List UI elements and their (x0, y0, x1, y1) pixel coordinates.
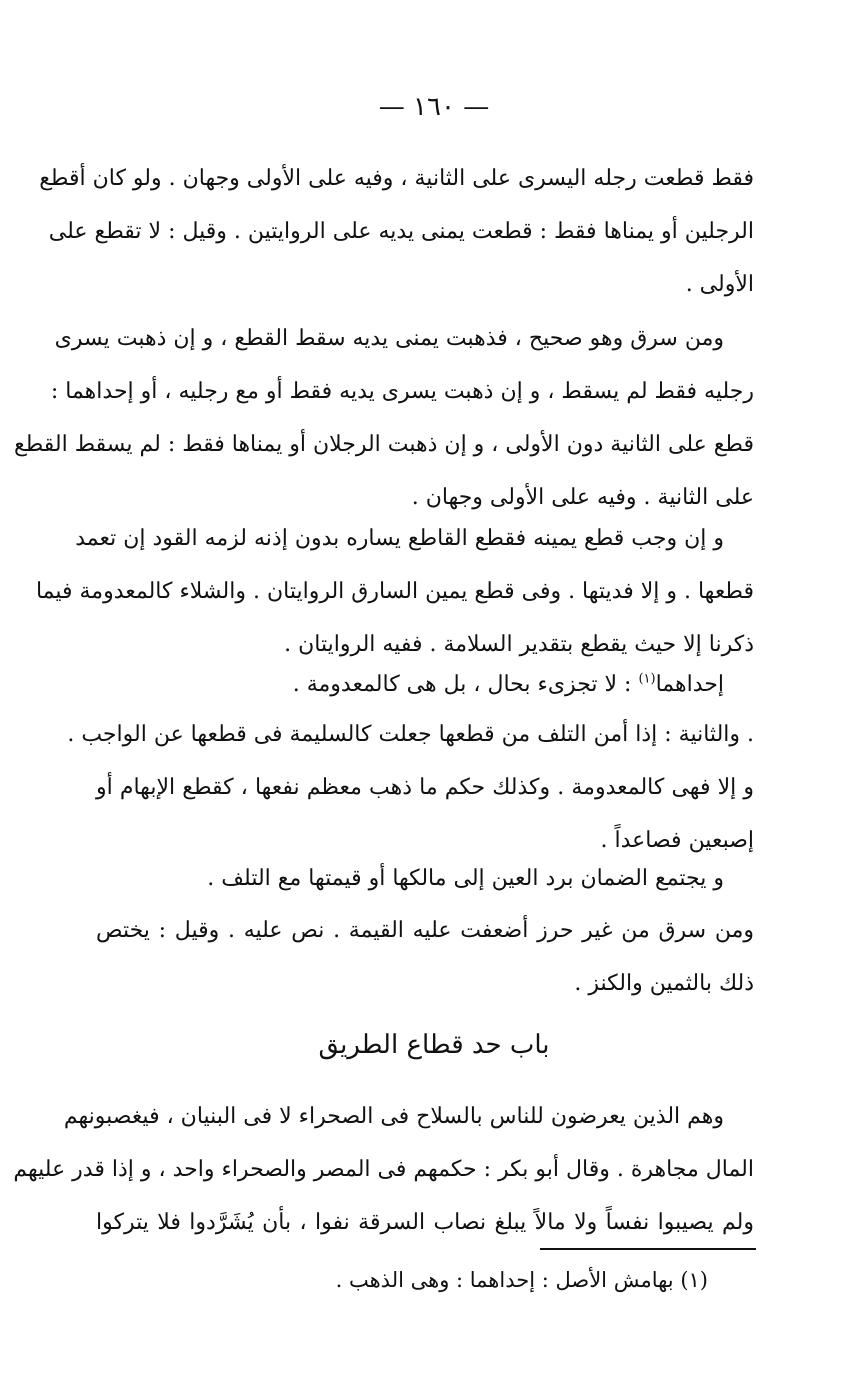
text-line: فقط قطعت رجله اليسرى على الثانية ، وفيه على الأولى وجهان . ولو كان أقطع (39, 166, 754, 191)
text-line (96, 658, 754, 711)
text-line: ولم يصيبوا نفساً ولا مالاً يبلغ نصاب السرقة نفوا ، بأن يُشَرَّدوا فلا يتركوا (96, 1210, 754, 1235)
text-line: المال مجاهرة . وقال أبو بكر : حكمهم فى المصر والصحراء واحد ، و إذا قدر عليهم (13, 1157, 754, 1182)
paragraph-3 (35, 512, 754, 671)
text-line: قطع على الثانية دون الأولى ، و إن ذهبت الرجلان أو يمناها فقط : لم يسقط القطع (14, 432, 754, 457)
text-fragment: : لا تجزىء بحال ، بل هى كالمعدومة . (292, 672, 639, 697)
footnote-reference: (١) (638, 671, 656, 687)
page-number: — ١٦٠ — (378, 92, 490, 122)
section-heading: باب حد قطاع الطريق (318, 1030, 550, 1060)
paragraph-5 (67, 708, 754, 867)
text-line: و إلا فهى كالمعدومة . وكذلك حكم ما ذهب معظم نفعها ، كقطع الإبهام أو (96, 775, 754, 800)
text-line: ذلك بالثمين والكنز . (574, 971, 754, 996)
text-fragment: إحداهما (655, 672, 724, 697)
text-line: إصبعين فصاعداً . (600, 828, 754, 853)
footnote: (١) بهامش الأصل : إحداهما : وهى الذهب . (335, 1268, 708, 1292)
paragraph-6 (96, 852, 754, 905)
paragraph-4 (96, 658, 754, 711)
paragraph-1 (39, 152, 754, 311)
text-line: وهم الذين يعرضون للناس بالسلاح فى الصحراء لا فى البنيان ، فيغصبونهم (63, 1104, 724, 1129)
text-line: رجليه فقط لم يسقط ، و إن ذهبت يسرى يديه فقط أو مع رجليه ، أو إحداهما : (50, 379, 754, 404)
text-line: ذكرنا إلا حيث يقطع بتقدير السلامة . ففيه الروايتان . (284, 632, 754, 657)
text-line: قطعها . و إلا فديتها . وفى قطع يمين السارق الروايتان . والشلاء كالمعدومة فيما (35, 579, 754, 604)
text-line: الرجلين أو يمناها فقط : قطعت يمنى يديه على الروايتين . وقيل : لا تقطع على (48, 219, 754, 244)
footnote-divider (540, 1248, 756, 1250)
text-line: ومن سرق وهو صحيح ، فذهبت يمنى يديه سقط القطع ، و إن ذهبت يسرى (54, 326, 724, 351)
paragraph-2 (14, 312, 754, 524)
section-paragraph (13, 1090, 754, 1249)
text-line: و إن وجب قطع يمينه فقطع القاطع يساره بدون إذنه لزمه القود إن تعمد (75, 526, 724, 551)
text-line: الأولى . (685, 272, 754, 297)
text-line: ومن سرق من غير حرز أضعفت عليه القيمة . نص عليه . وقيل : يختص (96, 918, 754, 943)
text-line: . والثانية : إذا أمن التلف من قطعها جعلت كالسليمة فى قطعها عن الواجب . (67, 722, 754, 747)
paragraph-7 (96, 904, 754, 1010)
text-line: و يجتمع الضمان برد العين إلى مالكها أو قيمتها مع التلف . (207, 866, 724, 891)
text-line: على الثانية . وفيه على الأولى وجهان . (411, 485, 754, 510)
